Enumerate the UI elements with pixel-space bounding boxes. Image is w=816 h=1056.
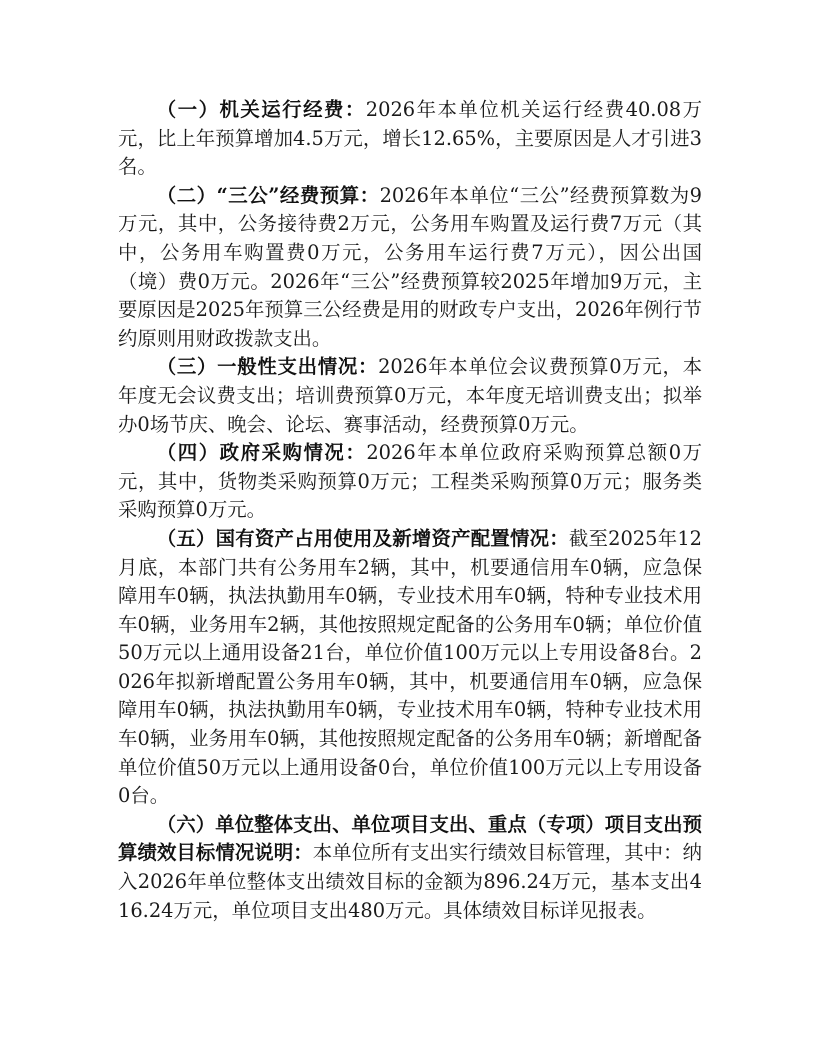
- paragraph-heading: （四）政府采购情况：: [156, 441, 367, 465]
- paragraph-three-public-expenses: [118, 182, 702, 354]
- paragraph-heading: （三）一般性支出情况：: [156, 355, 379, 379]
- paragraph-heading: （五）国有资产占用使用及新增资产配置情况：: [156, 526, 569, 550]
- paragraph-performance-targets: [118, 811, 702, 925]
- paragraph-body: 2026年本单位会议费预算0万元，本年度无会议费支出；培训费预算0万元，本年度无培训费支出；拟举办0场节庆、晚会、论坛、赛事活动，经费预算0万元。: [118, 355, 702, 436]
- paragraph-body: 2026年本单位政府采购预算总额0万元，其中，货物类采购预算0万元；工程类采购预算0万元；服务类采购预算0万元。: [118, 441, 702, 522]
- paragraph-body: 截至2025年12月底，本部门共有公务用车2辆，其中，机要通信用车0辆，应急保障用车0辆，执法执勤用车0辆，专业技术用车0辆，特种专业技术用车0辆，业务用车2辆，其他按照规定配备的公务用车0辆；单位价值50万元以上通用设备21台，单位价值100万元以上专用设备8台。2026年拟新增配置公务用车0辆，其中，机要通信用车0辆，应急保障用车0辆，执法执勤用车0辆，专业技术用车0辆，特种专业技术用车0辆，业务用车0辆，其他按照规定配备的公务用车0辆；新增配备单位价值50万元以上通用设备0台，单位价值100万元以上专用设备0台。: [118, 526, 702, 808]
- paragraph-heading: （六）单位整体支出、单位项目支出、重点（专项）项目支出预算绩效目标情况说明：: [118, 812, 702, 865]
- paragraph-heading: （二）“三公”经费预算：: [156, 183, 380, 207]
- paragraph-body: 2026年本单位机关运行经费40.08万元，比上年预算增加4.5万元，增长12.65%，主要原因是人才引进3名。: [118, 98, 703, 179]
- paragraph-general-expenditure: [118, 353, 702, 439]
- paragraph-body: 本单位所有支出实行绩效目标管理，其中：纳入2026年单位整体支出绩效目标的金额为896.24万元，基本支出416.24万元，单位项目支出480万元。具体绩效目标详见报表。: [118, 841, 703, 922]
- paragraph-heading: （一）机关运行经费：: [156, 98, 366, 121]
- paragraph-operating-costs: [118, 96, 702, 182]
- paragraph-state-assets: [118, 525, 702, 811]
- paragraph-government-procurement: [118, 439, 702, 525]
- paragraph-body: 2026年本单位“三公”经费预算数为9万元，其中，公务接待费2万元，公务用车购置及运行费7万元（其中，公务用车购置费0万元，公务用车运行费7万元），因公出国（境）费0万元。2026年“三公”经费预算较2025年增加9万元，主要原因是2025年预算三公经费是用的财政专户支出，2026年例行节约原则用财政拨款支出。: [118, 183, 703, 350]
- document-page: [118, 96, 702, 925]
